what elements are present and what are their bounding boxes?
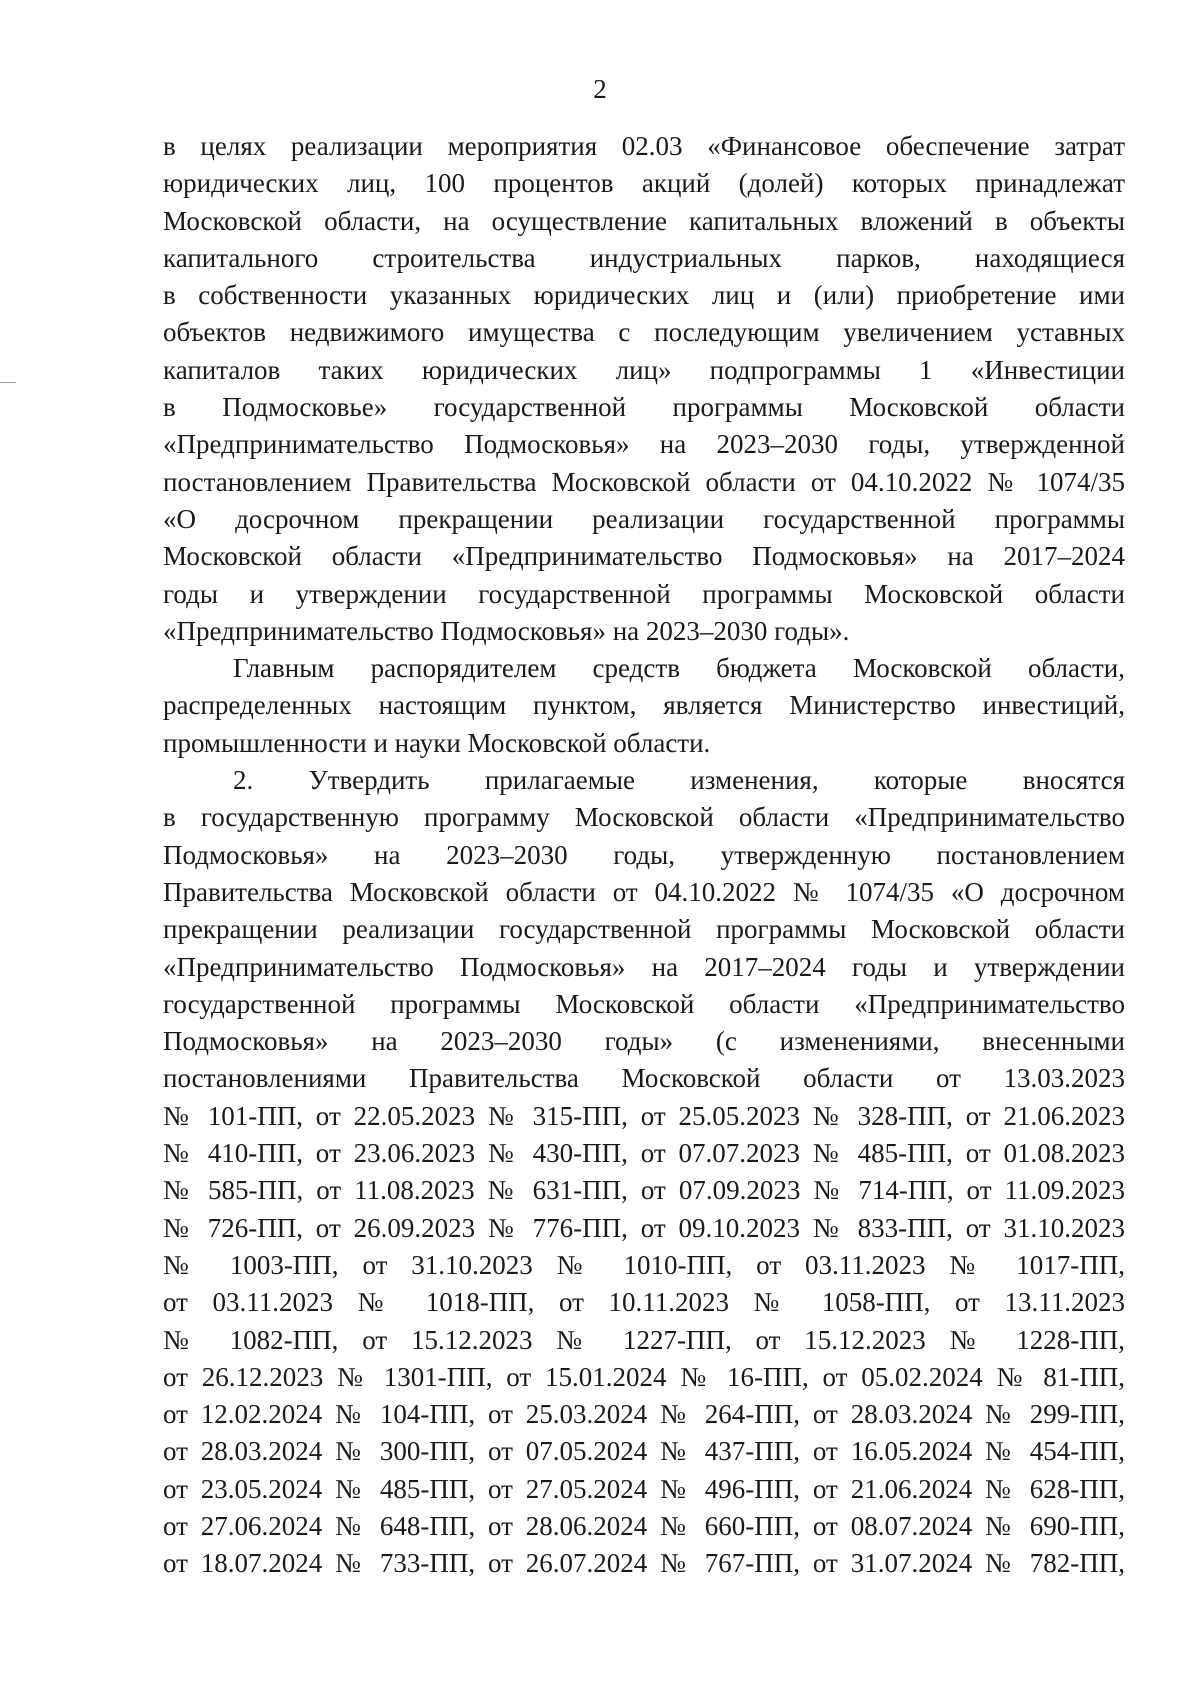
text-line: № 1003-ПП, от 31.10.2023 № 1010-ПП, от 03.11.2023 № 1017-ПП, <box>163 1249 1125 1280</box>
text-line: от 03.11.2023 № 1018-ПП, от 10.11.2023 № 1058-ПП, от 13.11.2023 <box>163 1287 1125 1318</box>
text-line: от 18.07.2024 № 733-ПП, от 26.07.2024 № 767-ПП, от 31.07.2024 № 782-ПП, <box>163 1548 1125 1579</box>
text-line: Подмосковья» на 2023–2030 годы, утвержденную постановлением <box>163 839 1125 870</box>
text-line: государственной программы Московской области «Предпринимательство <box>163 988 1125 1019</box>
text-line: от 28.03.2024 № 300-ПП, от 07.05.2024 № 437-ПП, от 16.05.2024 № 454-ПП, <box>163 1436 1125 1467</box>
text-line: от 27.06.2024 № 648-ПП, от 28.06.2024 № 660-ПП, от 08.07.2024 № 690-ПП, <box>163 1510 1125 1541</box>
text-line: капитального строительства индустриальных парков, находящиеся <box>163 242 1125 273</box>
text-line: № 726-ПП, от 26.09.2023 № 776-ПП, от 09.10.2023 № 833-ПП, от 31.10.2023 <box>163 1212 1125 1243</box>
text-line: прекращении реализации государственной программы Московской области <box>163 914 1125 945</box>
text-line: постановлениями Правительства Московской области от 13.03.2023 <box>163 1063 1125 1094</box>
text-line: объектов недвижимого имущества с последующим увеличением уставных <box>163 317 1125 348</box>
page-number: 2 <box>593 74 607 104</box>
text-line: № 1082-ПП, от 15.12.2023 № 1227-ПП, от 15.12.2023 № 1228-ПП, <box>163 1324 1125 1355</box>
paragraph <box>163 650 1125 762</box>
text-line: Главным распорядителем средств бюджета Московской области, <box>233 653 1125 684</box>
text-line: капиталов таких юридических лиц» подпрограммы 1 «Инвестиции <box>163 354 1125 385</box>
text-line: постановлением Правительства Московской области от 04.10.2022 № 1074/35 <box>163 466 1125 497</box>
text-line: в государственную программу Московской области «Предпринимательство <box>163 802 1125 833</box>
text-line: Правительства Московской области от 04.10.2022 № 1074/35 «О досрочном <box>163 876 1125 907</box>
text-line: в целях реализации мероприятия 02.03 «Финансовое обеспечение затрат <box>163 131 1125 161</box>
text-line: «Предпринимательство Подмосковья» на 2023–2030 годы». <box>163 615 850 646</box>
text-line: № 585-ПП, от 11.08.2023 № 631-ПП, от 07.09.2023 № 714-ПП, от 11.09.2023 <box>163 1175 1125 1206</box>
text-line: от 26.12.2023 № 1301-ПП, от 15.01.2024 № 16-ПП, от 05.02.2024 № 81-ПП, <box>163 1361 1125 1392</box>
text-line: от 12.02.2024 № 104-ПП, от 25.03.2024 № 264-ПП, от 28.03.2024 № 299-ПП, <box>163 1399 1125 1430</box>
text-line: Московской области «Предпринимательство Подмосковья» на 2017–2024 <box>163 541 1125 572</box>
text-line: в Подмосковье» государственной программы Московской области <box>163 392 1125 423</box>
text-line: годы и утверждении государственной программы Московской области <box>163 578 1125 609</box>
text-line: «Предпринимательство Подмосковья» на 2023–2030 годы, утвержденной <box>163 429 1125 460</box>
text-line: в собственности указанных юридических лиц и (или) приобретение ими <box>163 280 1125 311</box>
text-line: Подмосковья» на 2023–2030 годы» (с изменениями, внесенными <box>163 1026 1125 1057</box>
text-line: № 410-ПП, от 23.06.2023 № 430-ПП, от 07.07.2023 № 485-ПП, от 01.08.2023 <box>163 1138 1125 1169</box>
text-line: юридических лиц, 100 процентов акций (долей) которых принадлежат <box>163 168 1125 199</box>
text-line: Московской области, на осуществление капитальных вложений в объекты <box>163 205 1125 236</box>
text-line: промышленности и науки Московской области. <box>163 727 711 758</box>
text-line: «О досрочном прекращении реализации государственной программы <box>163 503 1125 534</box>
document-body <box>163 128 1125 1583</box>
text-line: № 101-ПП, от 22.05.2023 № 315-ПП, от 25.05.2023 № 328-ПП, от 21.06.2023 <box>163 1100 1125 1131</box>
text-line: 2. Утвердить прилагаемые изменения, которые вносятся <box>233 765 1125 796</box>
text-line: «Предпринимательство Подмосковья» на 2017–2024 годы и утверждении <box>163 951 1125 982</box>
paragraph <box>163 762 1125 1583</box>
text-line: распределенных настоящим пунктом, является Министерство инвестиций, <box>163 690 1125 721</box>
scan-edge-mark <box>0 382 16 383</box>
paragraph <box>163 128 1125 650</box>
text-line: от 23.05.2024 № 485-ПП, от 27.05.2024 № 496-ПП, от 21.06.2024 № 628-ПП, <box>163 1473 1125 1504</box>
